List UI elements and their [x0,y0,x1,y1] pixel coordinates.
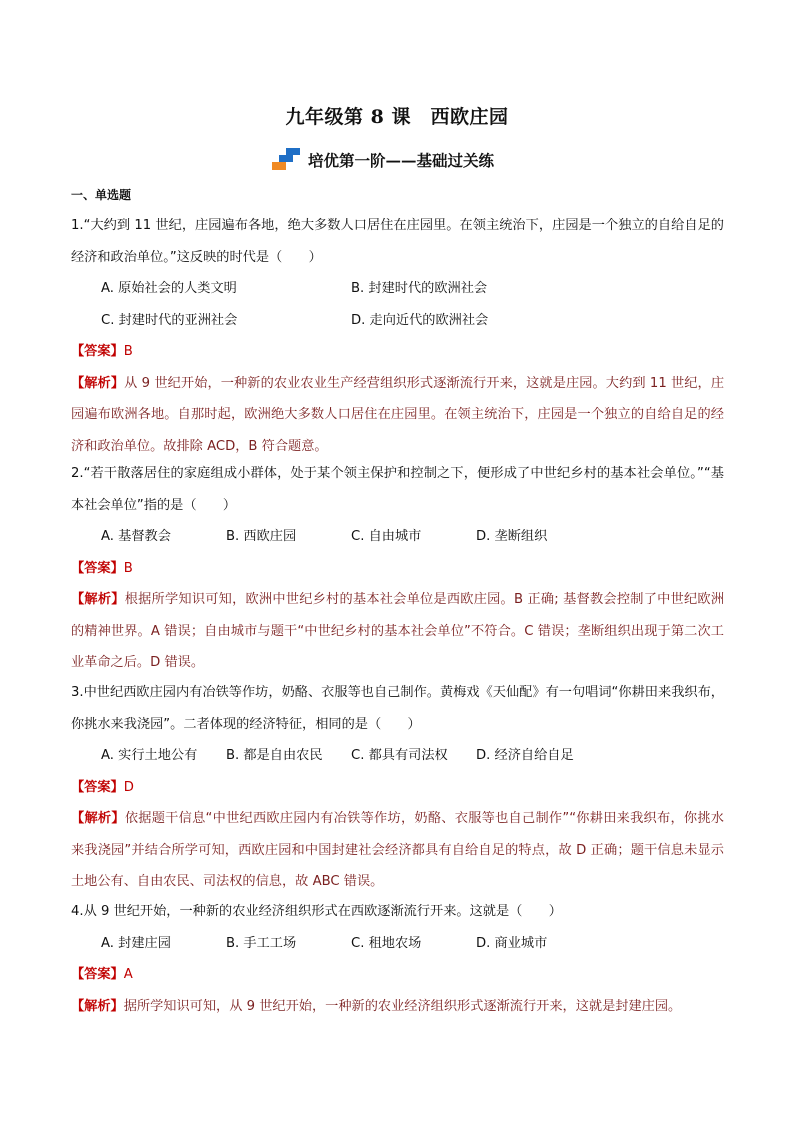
analysis-line [71,584,724,679]
option-d: D. 商业城市 [476,935,548,951]
answer-value: B [123,344,133,359]
question-3 [71,677,724,898]
option-b: B. 封建时代的欧洲社会 [351,281,488,296]
question-stem: 4.从 9 世纪开始，一种新的农业经济组织形式在西欧逐渐流行开来。这就是（ ） [71,904,562,919]
option-a: A. 实行土地公有 [101,748,198,763]
analysis-tag: 【解析】 [71,811,125,826]
analysis-line [71,803,724,898]
stairs-logo-icon [272,148,302,172]
subtitle-text: 培优第一阶——基础过关练 [308,151,495,170]
answer-line [71,336,724,368]
subtitle-row [272,147,494,173]
analysis-text: 从 9 世纪开始，一种新的农业农业生产经营组织形式逐渐流行开来，这就是庄园。大约到 11 世纪，庄园遍布欧洲各地。自那时起，欧洲绝大多数人口居住在庄园里。在领主统治下，庄园是一个独立的自给自足的经济和政治单位。故排除 ACD，B 符合题意。 [71,375,725,454]
options-row [71,273,724,305]
option-d: D. 走向近代的欧洲社会 [351,312,489,328]
option-b: B. 都是自由农民 [226,748,323,763]
option-d: D. 经济自给自足 [476,748,574,763]
answer-line [71,772,724,804]
analysis-text: 根据所学知识可知，欧洲中世纪乡村的基本社会单位是西欧庄园。B 正确; 基督教会控制了中世纪欧洲的精神世界。A 错误；自由城市与题干“中世纪乡村的基本社会单位”不符合。C 错误；垄断组织出现于第二次工业革命之后。D 错误。 [71,592,725,670]
option-a: A. 原始社会的人类文明 [101,281,237,296]
question-stem: 2.“若干散落居住的家庭组成小群体，处于某个领主保护和控制之下，便形成了中世纪乡村的基本社会单位。”“基本社会单位”指的是（ ） [71,466,724,513]
analysis-tag: 【解析】 [71,998,124,1014]
option-b: B. 西欧庄园 [226,529,297,544]
answer-line [71,959,724,991]
options-row [71,305,724,337]
analysis-line [71,368,724,463]
question-2 [71,458,724,679]
option-d: D. 垄断组织 [476,529,548,544]
answer-tag: 【答案】 [71,344,124,359]
option-c: C. 自由城市 [351,529,422,544]
answer-value: D [123,779,134,795]
question-stem: 1.“大约到 11 世纪，庄园遍布各地，绝大多数人口居住在庄园里。在领主统治下，庄园是一个独立的自给自足的经济和政治单位。”这反映的时代是（ ） [71,218,724,265]
options-row [71,521,724,553]
answer-tag: 【答案】 [71,779,124,795]
lesson-title: 九年级第 8 课 西欧庄园 [285,106,509,128]
analysis-tag: 【解析】 [71,592,125,607]
answer-line [71,553,724,585]
option-c: C. 封建时代的亚洲社会 [101,312,238,328]
option-b: B. 手工工场 [226,935,297,951]
options-row [71,740,724,772]
question-4 [71,896,724,1022]
option-c: C. 租地农场 [351,935,422,951]
analysis-text: 据所学知识可知，从 9 世纪开始，一种新的农业经济组织形式逐渐流行开来，这就是封建庄园。 [123,998,682,1014]
question-1 [71,210,724,462]
option-a: A. 封建庄园 [101,935,171,951]
section-heading: 一、单选题 [71,188,132,202]
answer-tag: 【答案】 [71,560,124,576]
analysis-tag: 【解析】 [71,375,125,391]
analysis-line [71,991,724,1023]
answer-tag: 【答案】 [71,967,124,982]
options-row [71,928,724,960]
answer-value: A [123,967,133,982]
option-c: C. 都具有司法权 [351,748,448,763]
answer-value: B [123,560,133,576]
analysis-text: 依据题干信息“中世纪西欧庄园内有冶铁等作坊，奶酪、衣服等也自己制作”“你耕田来我织布，你挑水来我浇园”并结合所学可知，西欧庄园和中国封建社会经济都具有自给自足的特点，故 D 正确；题干信息未显示土地公有、自由农民、司法权的信息，故 ABC 错误。 [71,811,724,889]
option-a: A. 基督教会 [101,529,171,544]
question-stem: 3.中世纪西欧庄园内有冶铁等作坊，奶酪、衣服等也自己制作。黄梅戏《天仙配》有一句唱词“你耕田来我织布，你挑水来我浇园”。二者体现的经济特征，相同的是（ ） [71,685,724,732]
